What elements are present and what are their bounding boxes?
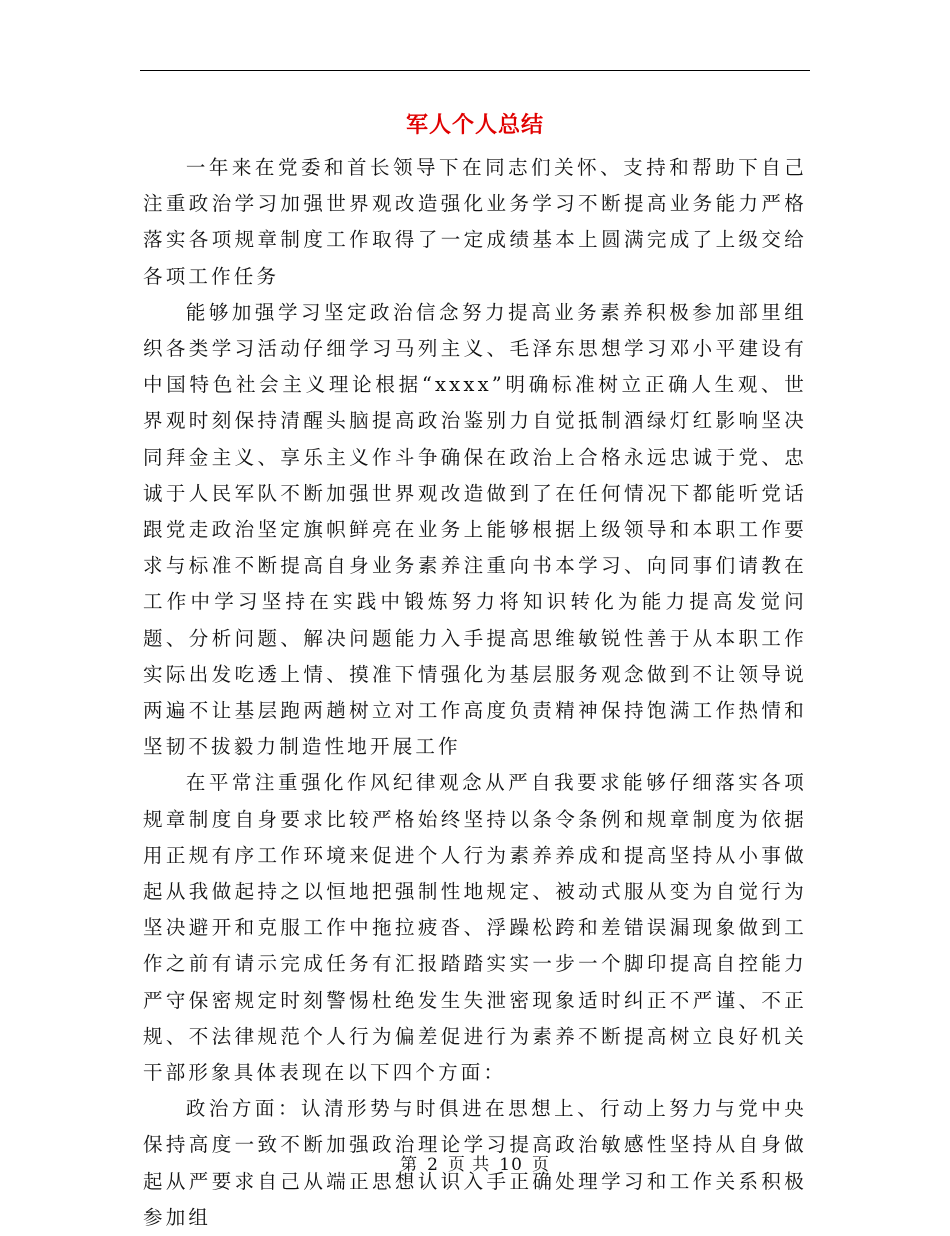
footer-mid: 页 共: [447, 1155, 491, 1175]
page-title: 军人个人总结: [405, 112, 544, 138]
paragraph-intro: 一年来在党委和首长领导下在同志们关怀、支持和帮助下自己注重政治学习加强世界观改造强化业务学习不断提高业务能力严格落实各项规章制度工作取得了一定成绩基本上圆满完成了上级交给各项工作任务: [143, 156, 807, 288]
footer-prefix: 第: [400, 1155, 419, 1175]
paragraph-study: 能够加强学习坚定政治信念努力提高业务素养积极参加部里组织各类学习活动仔细学习马列主义、毛泽东思想学习邓小平建设有中国特色社会主义理论根据“xxxx”明确标准树立正确人生观、世界观时刻保持清醒头脑提高政治鉴别力自觉抵制酒绿灯红影响坚决同拜金主义、享乐主义作斗争确保在政治上合格永远忠诚于党、忠诚于人民军队不断加强世界观改造做到了在任何情况下都能听党话跟党走政治坚定旗帜鲜亮在业务上能够根据上级领导和本职工作要求与标准不断提高自身业务素养注重向书本学习、向同事们请教在工作中学习坚持在实践中锻炼努力将知识转化为能力提高发觉问题、分析问题、解决问题能力入手提高思维敏锐性善于从本职工作实际出发吃透上情、摸准下情强化为基层服务观念做到不让领导说两遍不让基层跑两趟树立对工作高度负责精神保持饱满工作热情和坚韧不拔毅力制造性地开展工作: [143, 300, 807, 759]
page-footer: [140, 1153, 810, 1177]
header-divider: [140, 70, 810, 71]
paragraph-discipline: 在平常注重强化作风纪律观念从严自我要求能够仔细落实各项规章制度自身要求比较严格始终坚持以条令条例和规章制度为依据用正规有序工作环境来促进个人行为素养养成和提高坚持从小事做起从我做起持之以恒地把强制性地规定、被动式服从变为自觉行为坚决避开和克服工作中拖拉疲沓、浮躁松跨和差错误漏现象做到工作之前有请示完成任务有汇报踏踏实实一步一个脚印提高自控能力严守保密规定时刻警惕杜绝发生失泄密现象适时纠正不严谨、不正规、不法律规范个人行为偏差促进行为素养不断提高树立良好机关干部形象具体表现在以下四个方面：: [143, 771, 807, 1085]
footer-suffix: 页: [531, 1155, 550, 1175]
document-body: [143, 150, 807, 1236]
paragraph-politics: 政治方面：认清形势与时俱进在思想上、行动上努力与党中央保持高度一致不断加强政治理论学习提高政治敏感性坚持从自身做起从严要求自己从端正思想认识入手正确处理学习和工作关系积极参加组: [143, 1097, 807, 1229]
footer-total-pages: 10: [499, 1155, 523, 1175]
footer-current-page: 2: [427, 1155, 439, 1175]
